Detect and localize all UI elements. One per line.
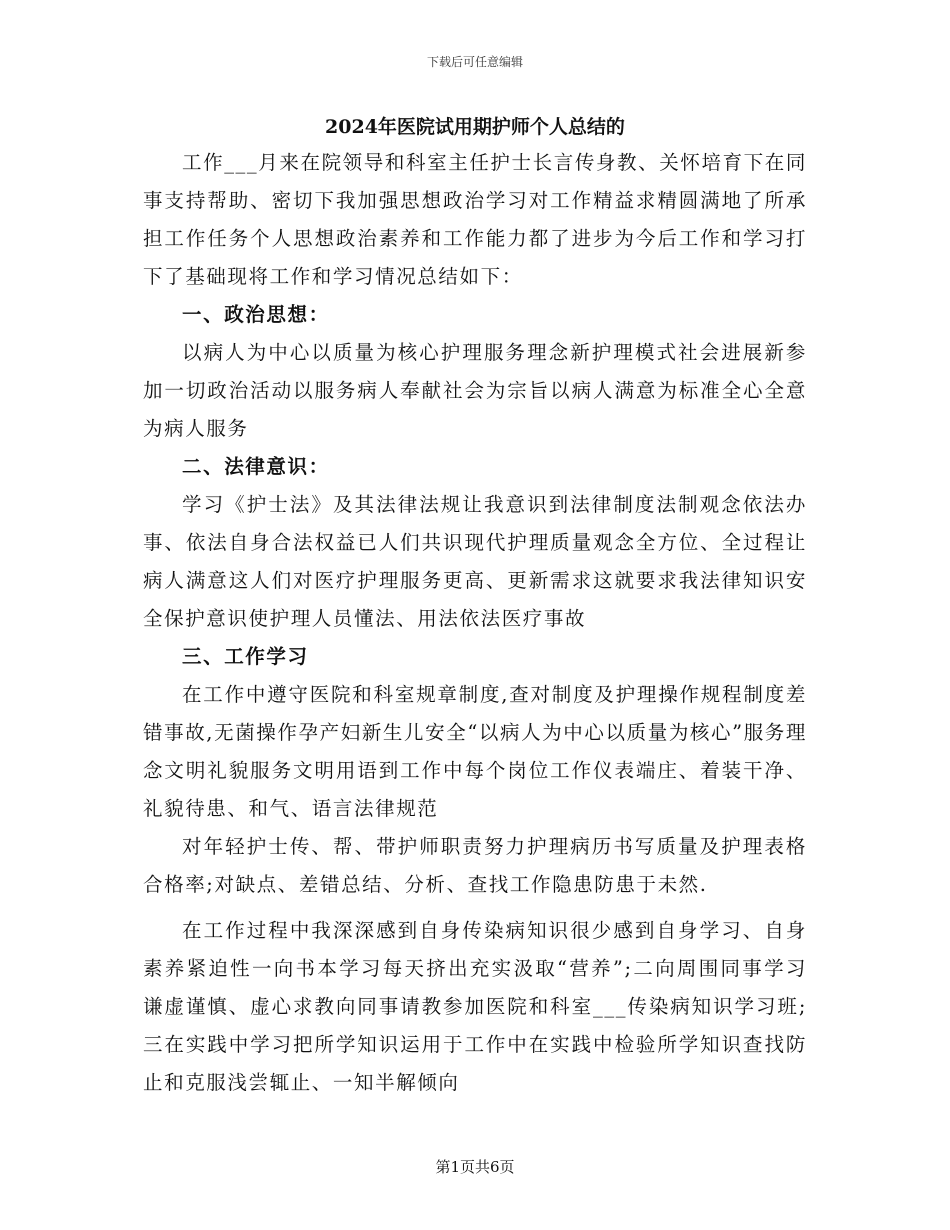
paragraph-gap [143, 904, 807, 912]
section-paragraph-law: 学习《护士法》及其法律法规让我意识到法律制度法制观念依法办事、依法自身合法权益已人们共识现代护理质量观念全方位、全过程让病人满意这人们对医疗护理服务更高、更新需求这就要求我法律知识安全保护意识使护理人员懂法、用法依法医疗事故 [143, 493, 807, 630]
section-heading-work-study: 三、工作学习 [182, 645, 309, 668]
section-paragraph-learning: 在工作过程中我深深感到自身传染病知识很少感到自身学习、自身素养紧迫性一向书本学习每天挤出充实汲取“营养”;二向周围同事学习谦虚谨慎、虚心求教向同事请教参加医院和科室___传染病知识学习班;三在实践中学习把所学知识运用于工作中在实践中检验所学知识查找防止和克服浅尝辄止、一知半解倾向 [143, 919, 807, 1094]
section-paragraph-mentoring: 对年轻护士传、帮、带护师职责努力护理病历书写质量及护理表格合格率;对缺点、差错总结、分析、查找工作隐患防患于未然. [143, 835, 807, 896]
section-paragraph-work-rules: 在工作中遵守医院和科室规章制度,查对制度及护理操作规程制度差错事故,无菌操作孕产妇新生儿安全“以病人为中心以质量为核心”服务理念文明礼貌服务文明用语到工作中每个岗位工作仪表端庄、着装干净、礼貌待患、和气、语言法律规范 [143, 683, 807, 820]
section-heading-politics: 一、政治思想： [182, 303, 330, 326]
section-paragraph-politics: 以病人为中心以质量为核心护理服务理念新护理模式社会进展新参加一切政治活动以服务病人奉献社会为宗旨以病人满意为标准全心全意为病人服务 [143, 341, 807, 440]
page-number: 第1页共6页 [435, 1158, 515, 1176]
intro-paragraph: 工作___月来在院领导和科室主任护士长言传身教、关怀培育下在同事支持帮助、密切下我加强思想政治学习对工作精益求精圆满地了所承担工作任务个人思想政治素养和工作能力都了进步为今后工作和学习打下了基础现将工作和学习情况总结如下： [143, 151, 807, 288]
document-title: 2024年医院试用期护师个人总结的 [325, 116, 625, 138]
page-header-note: 下载后可任意编辑 [426, 55, 523, 69]
section-heading-law: 二、法律意识： [182, 455, 330, 478]
document-body [143, 112, 807, 1102]
